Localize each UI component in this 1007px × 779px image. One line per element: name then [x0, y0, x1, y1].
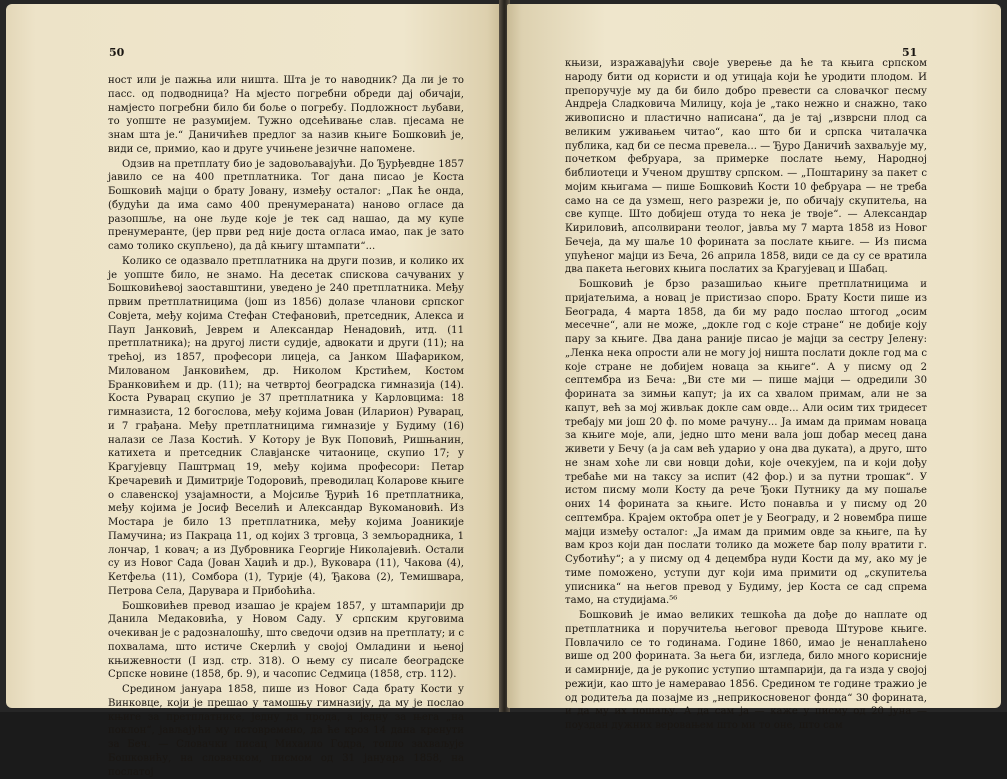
- paragraph: књизи, изражавајући своје уверење да ће та књига српском народу бити од користи и од утицаја који ће уродити плодом. И препоручује му да би било добро превести са словачког песму Андреја Сладковича Милицу, која је „тако нежно и снажно, тако живописно и пластично написана“, да је тај „изврсни плод са великим уживањем читао“, као што би и српска читалачка публика, кад би се песма превела... — Ђуро Даничић захваљује му, почетком фебруара, за примерке послате њему, Народној библиотеци и Ученом друштву српском. — „Поштарину за пакет с мојим књигама — пише Бошковић Кости 10 фебруара — не треба само на се да узмеш, него разрежи је, по обичају скупитеља, на све купце. Што добијеш отуда то нека је твоје“. — Александар Кириловић, апсолвирани теолог, јавља му 7 марта 1858 из Новог Бечеја, да му шаље 10 форината за послате књиге. — Из писма упућеног мајци из Беча, 26 априла 1858, види се да су се вратила два пакета његових књига послатих за Крагујевац и Шабац.: [565, 58, 927, 276]
- page-number-left: 50: [109, 46, 125, 59]
- paragraph: Одзив на претплату био је задовољавајући. До Ђурђевдне 1857 јавило се на 400 претплатника. Тог дана писао је Коста Бошковић мајци о брату Јовану, између осталог: „Пак ће онда, (будући да има само 400 пренумераната) наново огласе да разопшље, на оне људе које је тек сад нашао, да му купе пренумеранте, (јер први ред није доста огласа имао, пак је зато само толико скупљено), да дâ књигу штампати“...: [108, 158, 464, 252]
- paragraph: Бошковићев превод изашао је крајем 1857, у штампарији др Данила Медаковића, у Новом Саду. У српским круговима очекиван је с радозналошћу, што сведочи одзив на претплату; и с похвалама, што истиче Скерлић у својој Омладини и њеној књижевности (I изд. стр. 318). О њему су писале београдске Српске новине (1858, бр. 9), и часопис Седмица (1858, стр. 112).: [108, 600, 464, 681]
- paragraph: Колико се одазвало претплатника на други позив, и колико их је уопште било, не знамо. На десетак спискова сачуваних у Бошковићевој заоставштини, уведено је 240 претплатника. Међу првим претплатницима (још из 1856) долазе чланови српског Совјета, међу којима Стефан Стефановић, претседник, Алекса и Пауп Јанковић, Јеврем и Александар Ненадовић, итд. (11 претплатника); на другој листи судије, адвокати и други (11); на трећој, из 1857, професори лицеја, са Јанком Шафариком, Милованом Јанковићем, др. Николом Крстићем, Костом Бранковићем и др. (11); на четвртој београдска гимназија (14). Коста Руварац скупио је 37 претплатника у Карловцима: 18 гимназиста, 12 богослова, међу којима Јован (Иларион) Руварац, и 7 грађана. Међу претплатницима гимназије у Будиму (16) налази се Лаза Костић. У Котору је Вук Поповић, Ришњанин, катихета и претседник Славјанске читаонице, скупио 17; у Крагујевцу Паштрмац 19, међу којима професори: Петар Кречаревић и Димитрије Тодоровић, преводилац Коларове књиге о славенској узајамности, а Мојсиље Ђурић 16 претплатника, међу којима је Јосиф Веселић и Александар Вукомановић. Из Мостара је било 13 претплатника, међу којима Јоаникије Памучина; из Пакраца 11, од којих 3 трговца, 3 земљорадника, 1 лончар, 1 ковач; а из Дубровника Георгије Николајевић. Остали су из Новог Сада (Јован Хаџић и др.), Вуковара (11), Чакова (4), Кетфеља (11), Сомбора (1), Турије (4), Ђакова (2), Темишвара, Петрова Села, Дарувара и Прибоћића.: [108, 255, 464, 597]
- left-page: [6, 4, 502, 778]
- paragraph: Бошковић је имао великих тешкоћа да дође до наплате од претплатника и поручитеља његовог превода Штурове књиге. Повлачило се то годинама. Године 1860, имао је ненаплаћено више од 200 форината. За њега би, изгледа, било много корисније и самирније, да је рукопис уступио штампарији, да га изда у својој режији, као што је намеравао 1856. Средином те године тражио је од родитеља да позајме из „неприкосновеног фонда“ 30 форината, и да му их пошаљу. А да сам ја — каже у писму од 20 јуна — поуздан дужних веровањем што ми то оне, што сам: [565, 610, 927, 731]
- left-page-text: [108, 74, 464, 779]
- paragraph: Средином јануара 1858, пише из Новог Сада брату Кости у Винковце, који је прешао у тамошњу гимназију, да му је послао књиге за претплатнике, једну да прода, а једну за њега „на поклон“, јављајући му истовремено, да ће кроз 14 дана кренути за Беч. — Словачки писац Михаило Годра, топло захваљује Бошковићу, на словачком, писмом од 31 јануара 1858, на послатој: [108, 684, 464, 778]
- paragraph: Бошковић је брзо разашиљао књиге претплатницима и пријатељима, а новац је пристизао споро. Брату Кости пише из Београда, 4 марта 1858, да би му радо послао штогод „осим месечне“, али не може, „докле год с које стране“ не добије коју пару за књиге. Два дана раније писао је мајци за сестру Јелену: „Ленка нека опрости али не могу јој ништа послати докле год ма с које стране не добијем новаца за књиге“. А у писму од 2 септембра из Беча: „Ви сте ми — пише мајци — одредили 30 форината за зимњи капут; ја их са хвалом примам, али не за капут, већ за мој живљак докле сам овде... Али осим тих тридесет требају ми још 20 ф. по моме рачуну... Ја имам да примам новаца за књиге моје, али, једно што мени вала још добар месец дана живети у Бечу (а ја сам већ ударио у она два дуката), а друго, што не знам хоће ли сви новци доћи, које очекујем, па и који дођу требаће ми на таксу за испит (42 фор.) и за путни трошак“. У истом писму моли Косту да рече Ђоки Путнику да му пошаље оних 14 форината за књиге. Исто понавља и у писму од 20 септембра. Крајем октобра опет је у Београду, и 2 новембра пише мајци између осталог: „Ја имам да примим овде за књиге, па ћу вам кроз који дан послати толико да можете бар полу вратити г. Суботићу“; а у писму од 4 децембра нуди Кости да му, ако му је тиме поможено, уступи дуг који има примити од „скупитеља уписника“ на његов превод у Будиму, јер Коста се сад спрема тамо, на студијама.⁵⁶: [565, 279, 927, 607]
- paragraph: ност или је пажња или ништа. Шта је то наводник? Да ли је то пасс. од подводница? На мјесто погребни обреди дај обичаји, намјесто погребни било би боље о погребу. Подложност љубави, то уопште не разумијем. Тужно одсећивање слав. пјесама не знам шта је.“ Даничићев предлог за назив књиге Бошковић је, види се, примио, као и друге учињене језичне напомене.: [108, 75, 464, 155]
- right-page: [507, 4, 1001, 731]
- page-number-right: 51: [902, 46, 918, 59]
- right-page-text: [565, 57, 927, 733]
